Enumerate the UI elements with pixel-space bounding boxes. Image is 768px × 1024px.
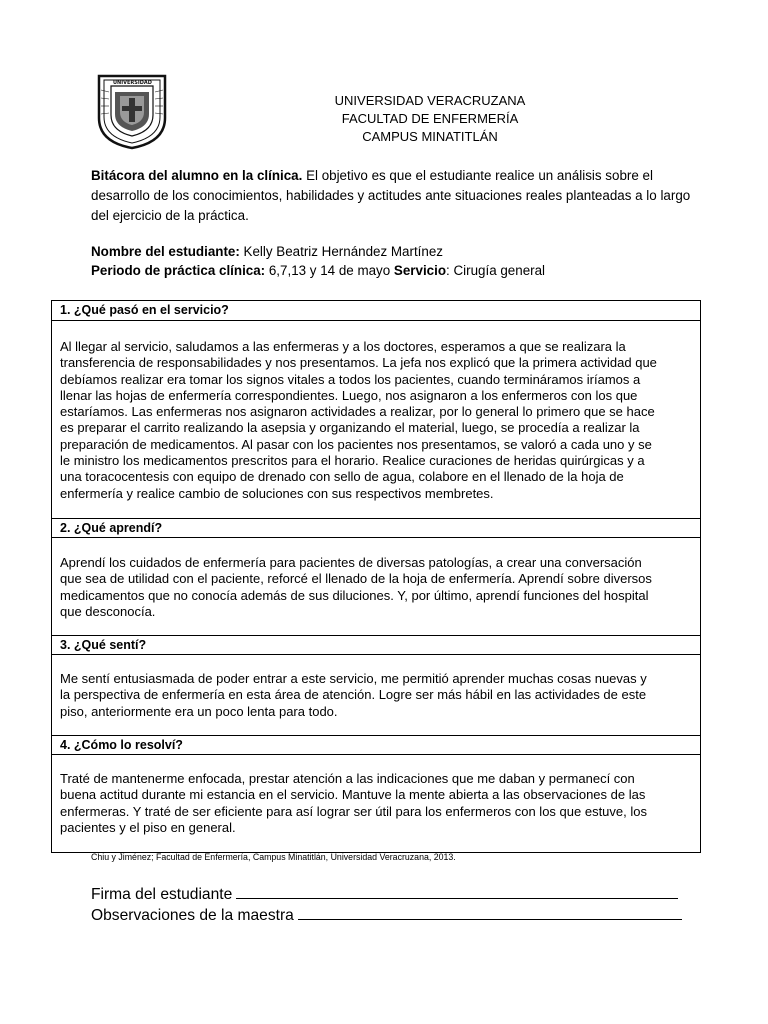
text-line: pacientes y el piso en general. xyxy=(60,819,236,835)
intro-text: El objetivo es que el estudiante realice un análisis sobre el desarrollo de los conocimientos, habilidades y actitudes ante situaciones reales planteadas a lo largo del ejercicio de la práctica. xyxy=(91,168,691,223)
text-line: buena actitud durante mi estancia en el servicio. Mantuve la mente abierta a las observaciones de las xyxy=(60,787,646,803)
section-2-body xyxy=(60,555,694,620)
university-seal-logo xyxy=(93,70,171,150)
faculty-name: FACULTAD DE ENFERMERÍA xyxy=(341,111,519,126)
section-1-title: 1. ¿Qué pasó en el servicio? xyxy=(52,301,700,321)
service-label: Servicio xyxy=(393,263,447,278)
service-value: : Cirugía general xyxy=(446,263,546,278)
text-line: le ministro los medicamentos prescritos para el horario. Realice curaciones de heridas quirúrgicas y a xyxy=(60,453,645,469)
section-4-title: 4. ¿Cómo lo resolví? xyxy=(52,735,700,755)
student-name-line xyxy=(91,242,691,261)
period-value: 6,7,13 y 14 de mayo xyxy=(265,263,394,278)
student-name-value: Kelly Beatriz Hernández Martínez xyxy=(239,244,443,259)
section-4-body xyxy=(60,771,694,836)
campus-name: CAMPUS MINATITLÁN xyxy=(362,129,498,144)
text-line: Traté de mantenerme enfocada, prestar atención a las indicaciones que me daban y permanecí con xyxy=(60,771,635,786)
document-header xyxy=(280,92,580,146)
text-line: estaríamos. Las enfermeras nos asignaron actividades a realizar, por lo general lo primero que se hace xyxy=(60,404,655,420)
text-line: piso, anteriormente era un poco lenta para todo. xyxy=(60,703,338,719)
text-line: Al llegar al servicio, saludamos a las enfermeras y a los doctores, esperamos a que se realizara la xyxy=(60,339,626,354)
text-line: preparación de medicamentos. Al pasar con los pacientes nos presentamos, se valoró a cada uno y se xyxy=(60,436,652,452)
section-1-body xyxy=(60,339,694,502)
text-line: Aprendí los cuidados de enfermería para pacientes de diversas patologías, a crear una conversación xyxy=(60,555,642,570)
citation: Chiu y Jiménez; Facultad de Enfermería, Campus Minatitlán, Universidad Veracruzana, 2013. xyxy=(91,852,456,862)
student-info xyxy=(91,242,691,280)
text-line: llenar las hojas de enfermería correspondientes. Luego, nos asignaron a los enfermeros con los que xyxy=(60,387,638,403)
text-line: transferencia de responsabilidades y nos presentamos. La jefa nos explicó que la primera actividad que xyxy=(60,355,657,371)
student-signature-line[interactable] xyxy=(91,885,678,905)
university-name: UNIVERSIDAD VERACRUZANA xyxy=(334,93,526,108)
intro-paragraph xyxy=(91,166,691,226)
section-3-title: 3. ¿Qué sentí? xyxy=(52,635,700,655)
section-2-title: 2. ¿Qué aprendí? xyxy=(52,518,700,538)
text-line: medicamentos que no conocía además de sus diluciones. Y, por último, aprendí funciones del hospital xyxy=(60,587,649,603)
intro-title: Bitácora del alumno en la clínica. xyxy=(91,168,303,183)
student-signature-label: Firma del estudiante xyxy=(91,886,233,903)
text-line: Me sentí entusiasmada de poder entrar a este servicio, me permitió aprender muchas cosas nuevas y xyxy=(60,671,647,686)
svg-text:UNIVERSIDAD: UNIVERSIDAD xyxy=(113,80,152,86)
text-line: enfermería y realice cambio de soluciones con sus respectivos membretes. xyxy=(60,485,494,501)
text-line: la perspectiva de enfermería en esta área de atención. Logre ser más hábil en las actividades de este xyxy=(60,687,647,703)
text-line: que desconocía. xyxy=(60,603,156,619)
observations-blank[interactable] xyxy=(298,919,682,920)
period-label: Periodo de práctica clínica: xyxy=(91,263,266,278)
text-line: una toracocentesis con equipo de drenado con sello de agua, colabore en el llenado de la hoja de xyxy=(60,469,624,485)
teacher-observations-line[interactable] xyxy=(91,906,682,926)
teacher-observations-label: Observaciones de la maestra xyxy=(91,907,294,924)
text-line: que sea de utilidad con el paciente, reforcé el llenado de la hoja de enfermería. Aprendí sobre diversos xyxy=(60,571,652,587)
text-line: es preparar el carrito realizando la asepsia y organizando el material, luego, se procedía a realizar la xyxy=(60,420,640,436)
text-line: debíamos realizar era tomar los signos vitales a todos los pacientes, cuando termináramos iríamos a xyxy=(60,371,641,387)
signature-blank[interactable] xyxy=(236,898,678,899)
text-line: enfermeras. Y traté de ser eficiente para así lograr ser útil para los enfermeros con los que estuve, los xyxy=(60,803,647,819)
period-line xyxy=(91,261,691,280)
reflection-table xyxy=(51,300,701,853)
section-3-body xyxy=(60,671,694,720)
student-name-label: Nombre del estudiante: xyxy=(91,244,240,259)
